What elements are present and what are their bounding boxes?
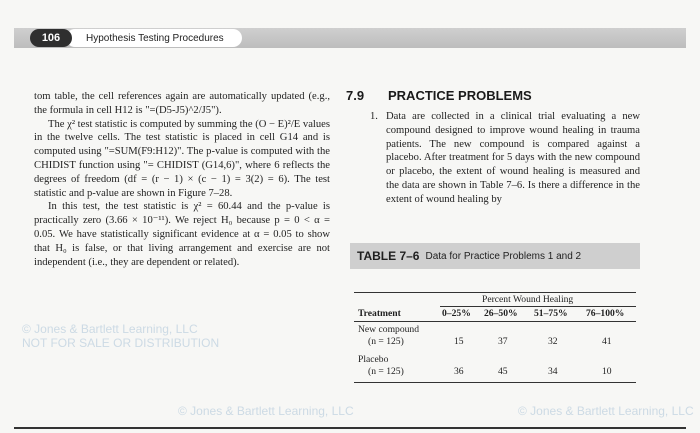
watermark [22,322,219,350]
section-title: PRACTICE PROBLEMS [388,88,532,103]
watermark-line1: © Jones & Bartlett Learning, LLC [518,404,694,418]
table-caption: Data for Practice Problems 1 and 2 [425,250,582,262]
practice-problem [372,110,640,207]
problem-number: 1. [370,111,378,122]
watermark-line1: © Jones & Bartlett Learning, LLC [22,322,198,336]
table-cell: 32 [548,336,558,347]
page-number: 106 [30,29,72,47]
col-header: 26–50% [484,308,518,319]
col-header: 51–75% [534,308,568,319]
col-header-treatment: Treatment [358,308,401,319]
table-top-rule [354,292,636,293]
watermark-line2: NOT FOR SALE OR DISTRIBUTION [22,336,220,350]
problem-text: Data are collected in a clinical trial evaluating a new compound designed to improve wound healing in trauma patients. The new compound is compared against a placebo. After treatment for 5 days with the new compound or placebo, the extent of wound healing is measured and the data are shown in Table 7–6. Is there a difference in the extent of wound healing by [386,111,640,205]
page-bottom-rule [14,427,686,429]
col-header: 0–25% [442,308,471,319]
paragraph: The χ² test statistic is computed by summing the (O − E)²/E values in the twelve cells. The test statistic is placed in cell G14 and is computed using "=SUM(F9:H12)". The p-value is computed with the CHIDIST function using "= CHIDIST (G14,6)", where 6 reflects the degrees of freedom (df = (r − 1) × (c − 1) = 3(2) = 6). The test statistic and p-value are shown in Figure 7–28. [34,118,330,199]
table-cell: 37 [498,336,508,347]
table-spanner-rule [440,306,636,307]
section-number: 7.9 [346,88,365,103]
left-column [34,90,330,269]
table-cell: 10 [602,366,612,377]
col-header: 76–100% [586,308,625,319]
paragraph: In this test, the test statistic is χ² = 60.44 and the p-value is practically zero (3.66 × 10⁻¹¹). We reject H₀ because p = 0 < α = 0.05. We have statistically significant evidence at α = 0.05 to show that H₀ is false, or that living arrangement and exercise are not independent (i.e., they are dependent or related). [34,201,330,268]
table-cell: 36 [454,366,464,377]
table-label: TABLE 7–6 [357,249,420,263]
row-label: Placebo [358,354,389,365]
table-cell: 15 [454,336,464,347]
table-cell: 45 [498,366,508,377]
watermark [518,404,694,418]
table-cell: 34 [548,366,558,377]
watermark-line1: © Jones & Bartlett Learning, LLC [178,404,354,418]
table-cell: 41 [602,336,612,347]
watermark [178,404,354,418]
running-header-title: Hypothesis Testing Procedures [66,29,242,47]
paragraph: tom table, the cell references again are automatically updated (e.g., the formula in cell H12 is "=(D5-J5)^2/J5"). [34,91,330,116]
row-label: New compound [358,324,420,335]
section-heading [346,88,532,103]
row-n: (n = 125) [368,366,404,377]
table-caption-band [350,243,640,269]
row-n: (n = 125) [368,336,404,347]
table-bottom-rule [354,382,636,383]
table-spanner: Percent Wound Healing [482,294,574,305]
table-header-rule [354,321,636,322]
